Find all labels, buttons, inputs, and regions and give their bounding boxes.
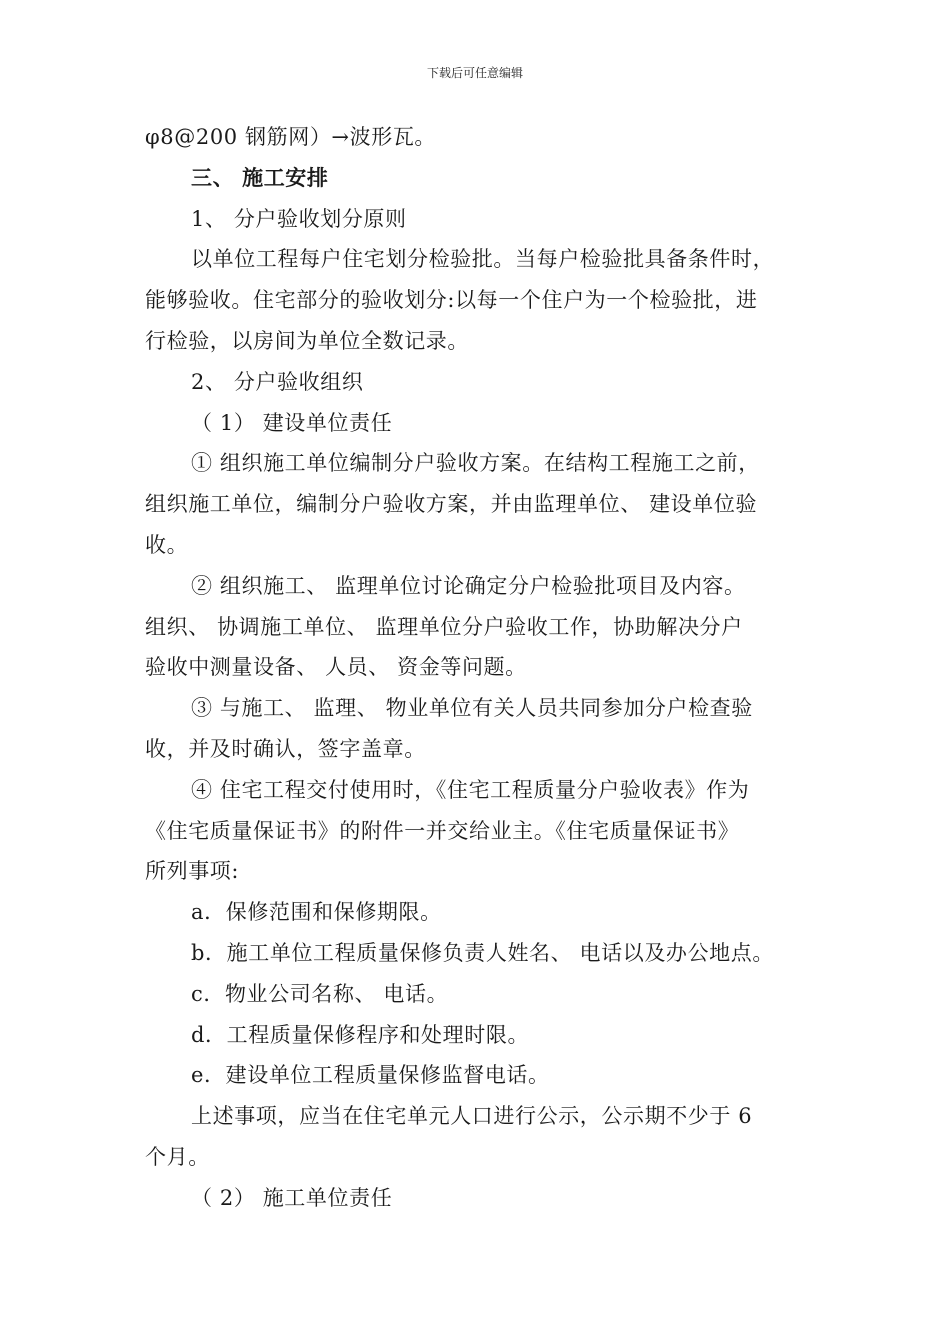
text-line: 个月。 — [145, 1144, 210, 1169]
text-line: （ 1） 建设单位责任 — [191, 410, 393, 435]
text-line: 收，并及时确认，签字盖章。 — [145, 736, 426, 761]
text-line: 验收中测量设备、 人员、 资金等问题。 — [145, 655, 527, 680]
section-heading: 三、 施工安排 — [191, 164, 329, 190]
text-line: 《住宅质量保证书》的附件一并交给业主。《住宅质量保证书》 — [145, 818, 740, 843]
text-line: ③ 与施工、 监理、 物业单位有关人员共同参加分户检查验 — [191, 696, 753, 721]
page-header-note: 下载后可任意编辑 — [426, 66, 523, 80]
text-line: （ 2） 施工单位责任 — [191, 1185, 393, 1210]
text-line: 组织施工单位，编制分户验收方案，并由监理单位、 建设单位验 — [145, 492, 758, 517]
text-line: 收。 — [145, 532, 189, 557]
text-line: a．保修范围和保修期限。 — [191, 900, 442, 925]
text-line: 能够验收。住宅部分的验收划分:以每一个住户为一个检验批，进 — [145, 288, 758, 313]
text-line: φ8@200 钢筋网）→波形瓦。 — [145, 125, 437, 149]
document-body — [145, 117, 810, 1219]
text-line: b．施工单位工程质量保修负责人姓名、 电话以及办公地点。 — [191, 940, 774, 965]
text-line: ② 组织施工、 监理单位讨论确定分户检验批项目及内容。 — [191, 573, 746, 598]
text-line: 2、 分户验收组织 — [191, 369, 364, 394]
text-line: c．物业公司名称、 电话。 — [191, 981, 449, 1006]
text-line: 组织、 协调施工单位、 监理单位分户验收工作，协助解决分户 — [145, 614, 743, 639]
text-line: ④ 住宅工程交付使用时，《住宅工程质量分户验收表》作为 — [191, 777, 750, 802]
text-line: 以单位工程每户住宅划分检验批。当每户检验批具备条件时， — [191, 247, 775, 272]
text-line: 上述事项，应当在住宅单元人口进行公示，公示期不少于 6 — [191, 1104, 753, 1129]
text-line: 1、 分户验收划分原则 — [191, 206, 407, 231]
text-line: e．建设单位工程质量保修监督电话。 — [191, 1063, 550, 1088]
text-line: d．工程质量保修程序和处理时限。 — [191, 1022, 530, 1047]
text-line: 所列事项: — [145, 859, 240, 884]
text-line: ① 组织施工单位编制分户验收方案。在结构工程施工之前， — [191, 451, 760, 476]
text-line: 行检验，以房间为单位全数记录。 — [145, 328, 469, 353]
